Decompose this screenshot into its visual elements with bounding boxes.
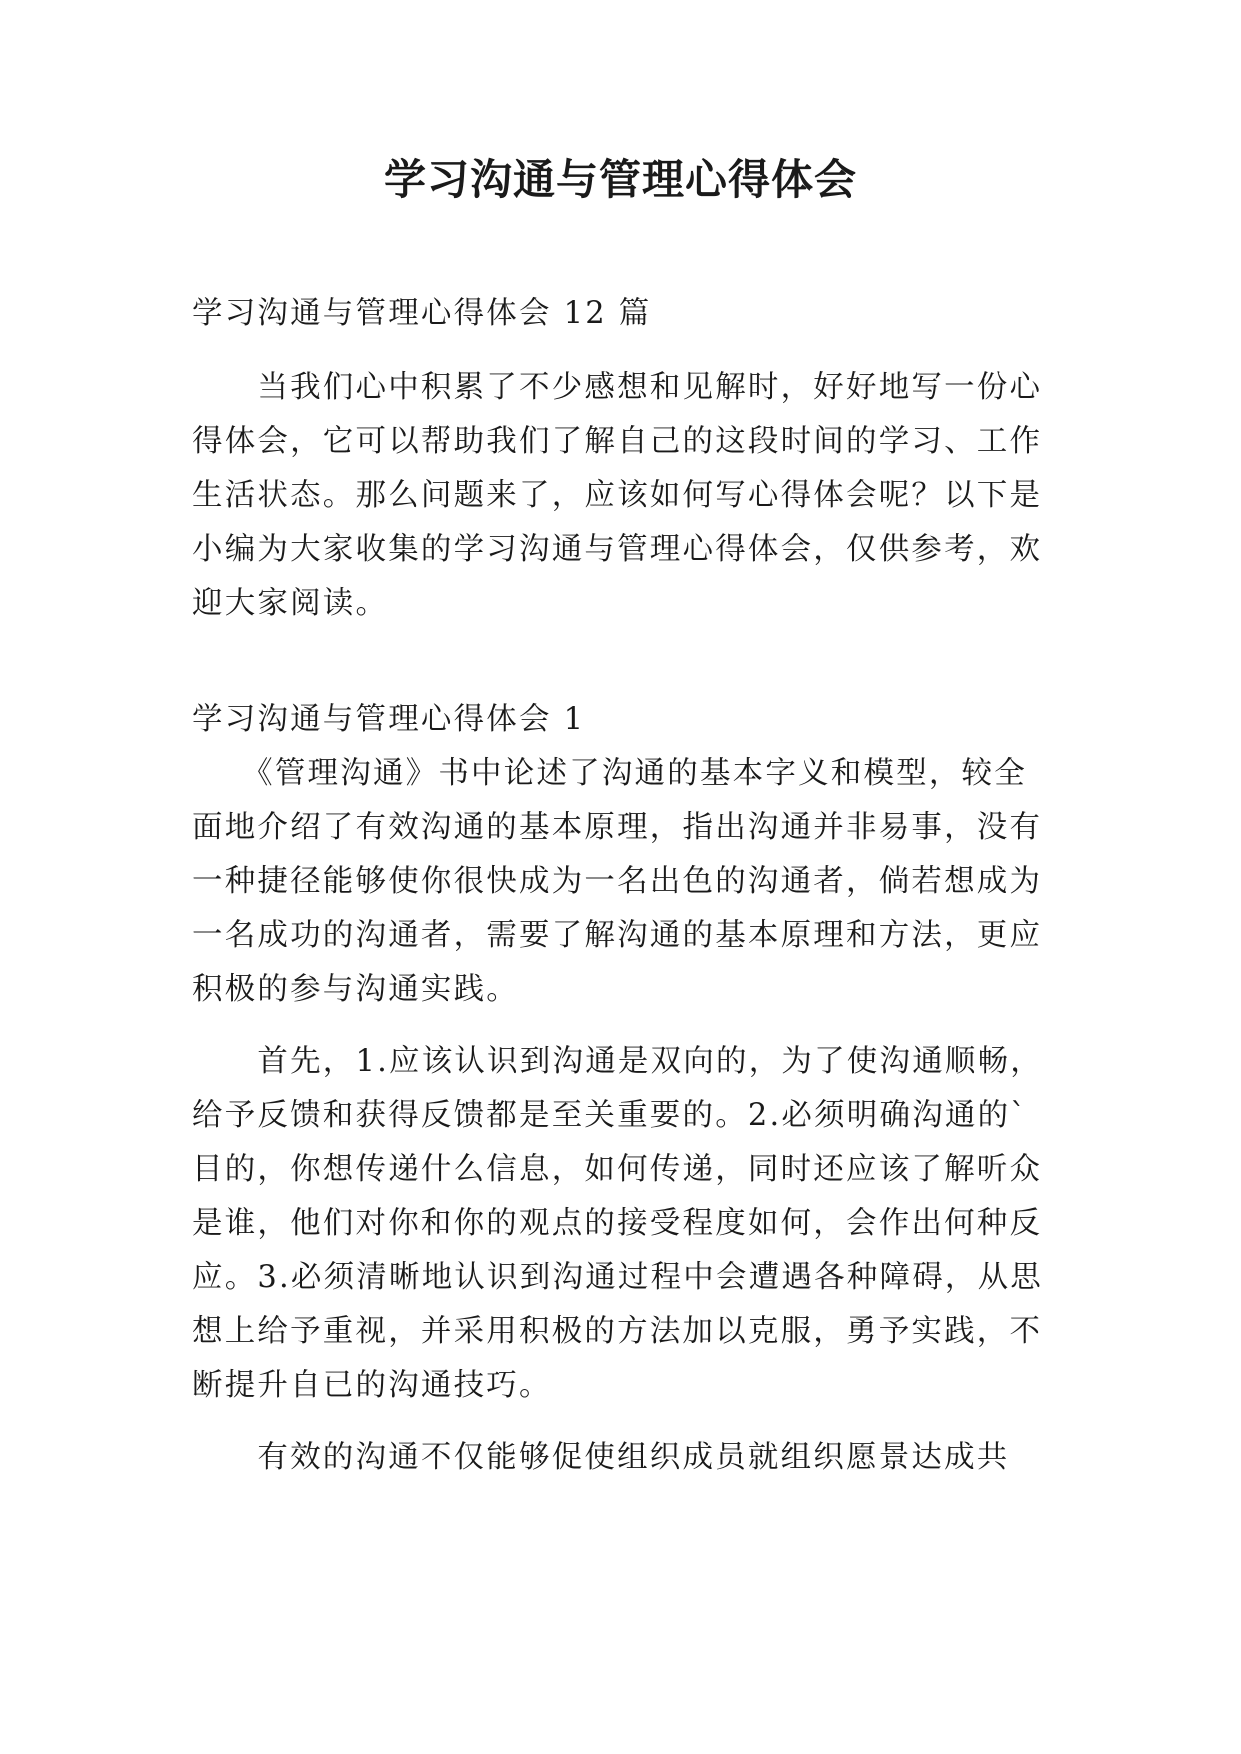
paragraph-line: 一种捷径能够使你很快成为一名出色的沟通者，倘若想成为 xyxy=(192,864,1043,899)
paragraph-line: 面地介绍了有效沟通的基本原理，指出沟通并非易事，没有 xyxy=(192,810,1043,845)
paragraph-line: 积极的参与沟通实践。 xyxy=(192,972,519,1007)
paragraph-line: 首先，1.应该认识到沟通是双向的，为了使沟通顺畅， xyxy=(192,1044,1043,1079)
paragraph-line: 一名成功的沟通者，需要了解沟通的基本原理和方法，更应 xyxy=(192,918,1043,953)
paragraph-line: 想上给予重视，并采用积极的方法加以克服，勇予实践，不 xyxy=(192,1314,1043,1349)
paragraph-line: 生活状态。那么问题来了，应该如何写心得体会呢？以下是 xyxy=(192,478,1043,513)
paragraph-line: 有效的沟通不仅能够促使组织成员就组织愿景达成共 xyxy=(192,1440,1010,1475)
paragraph-line: 应。3.必须清晰地认识到沟通过程中会遭遇各种障碍，从思 xyxy=(192,1260,1043,1295)
paragraph-line: 小编为大家收集的学习沟通与管理心得体会，仅供参考，欢 xyxy=(192,532,1043,567)
section-heading: 学习沟通与管理心得体会 1 xyxy=(192,702,586,737)
paragraph-line: 当我们心中积累了不少感想和见解时，好好地写一份心 xyxy=(192,370,1043,405)
paragraph-line: 断提升自已的沟通技巧。 xyxy=(192,1368,552,1403)
document-title: 学习沟通与管理心得体会 xyxy=(383,155,857,204)
paragraph-line: 《管理沟通》书中论述了沟通的基本字义和模型，较全 xyxy=(192,756,1027,791)
paragraph-line: 得体会，它可以帮助我们了解自己的这段时间的学习、工作 xyxy=(192,424,1043,459)
paragraph-line: 迎大家阅读。 xyxy=(192,586,389,621)
paragraph-line: 给予反馈和获得反馈都是至关重要的。2.必须明确沟通的` xyxy=(192,1098,1028,1133)
paragraph-line: 是谁，他们对你和你的观点的接受程度如何，会作出何种反 xyxy=(192,1206,1043,1241)
document-subtitle: 学习沟通与管理心得体会 12 篇 xyxy=(192,296,652,331)
paragraph-line: 目的，你想传递什么信息，如何传递，同时还应该了解听众 xyxy=(192,1152,1043,1187)
